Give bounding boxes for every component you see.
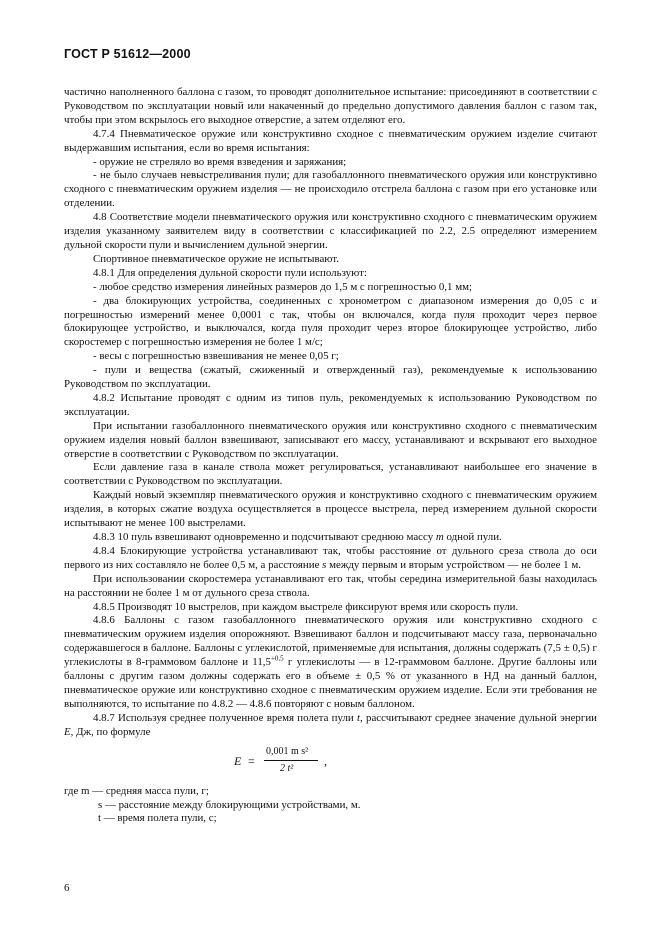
paragraph: 4.8.1 Для определения дульной скорости пули используют: <box>93 266 367 279</box>
document-header: ГОСТ Р 51612—2000 <box>64 47 191 61</box>
variable: E <box>64 725 71 738</box>
list-item: - оружие не стреляло во время взведения и заряжания; <box>93 155 347 168</box>
definition-item: t — время полета пули, с; <box>98 812 217 825</box>
paragraph <box>64 614 597 711</box>
text-span: 4.8.4 Блокирующие устройства устанавливают так, чтобы расстояние от дульного среза ствола до оси первого из них составляло не более 0,5 м, а расстояние <box>64 544 597 571</box>
fraction-bar <box>264 760 318 761</box>
formula-equals: = <box>248 753 255 768</box>
paragraph: При использовании скоростемера устанавливают его так, чтобы середина измерительной базы находилась на расстоянии не более 1 м от дульного среза ствола. <box>64 572 597 599</box>
text-span: г углекислоты — в 12-граммовом баллоне. Другие баллоны или баллоны с другим газом должны содержать его в объеме ± 0,5 % от указанного в НД на данный баллон, пневматическое оружие или конструктивно сходное с пневматическим оружием изделие. Если эти требования не выполняются, то испытание по 4.8.2 — 4.8.6 повторяют с новым баллоном. <box>64 656 597 710</box>
text-span: 4.8.3 10 пуль взвешивают одновременно и подсчитывают среднюю массу <box>93 531 436 543</box>
formula-denominator: 2 t² <box>280 762 294 774</box>
list-item: - не было случаев невыстреливания пули; для газобаллонного пневматического оружия или конструктивно сходного с пневматическим оружием изделия — не происходило отстрела баллона с газом при его установке или отделении. <box>64 169 597 210</box>
text-span: 4.8.7 Используя среднее полученное время полета пули <box>93 711 357 724</box>
formula-comma: , <box>324 753 327 768</box>
text-span: одной пули. <box>443 531 502 543</box>
variable: s <box>322 558 327 571</box>
paragraph: Каждый новый экземпляр пневматического оружия и конструктивно сходного с пневматическим оружием изделия, в которых сжатие воздуха осуществляется в процессе выстрела, перед измерением дульной скорости испытывают не менее 100 выстрелами. <box>64 489 597 530</box>
definition-item: s — расстояние между блокирующими устройствами, м. <box>98 798 361 811</box>
paragraph: 4.8.5 Производят 10 выстрелов, при каждом выстреле фиксируют время или скорость пули. <box>93 600 519 613</box>
energy-formula <box>64 743 597 781</box>
formula-lhs: E <box>234 753 242 768</box>
paragraph: При испытании газобаллонного пневматического оружия или конструктивно сходного с пневматическим оружием изделия новый баллон взвешивают, записывают его массу, устанавливают и вскрывают его выходное отверстие в соответствии с Руководством по эксплуатации. <box>64 419 597 460</box>
text-span: между первым и вторым устройством — не более 1 м. <box>326 558 581 571</box>
text-span: 4.8.6 Баллоны с газом газобаллонного пневматического оружия или конструктивно сходного с пневматическим оружием изделия опорожняют. Взвешивают баллон и подсчитывают массу газа, первоначально содержавшегося в баллоне. Баллоны с углекислотой, применяемые для испытания, должны содержать (7,5 ± 0,5) г углекислоты в 8-граммовом баллоне и 11,5 <box>64 614 597 669</box>
paragraph: Если давление газа в канале ствола может регулироваться, устанавливают наибольшее его значение в соответствии с Руководством по эксплуатации. <box>64 461 597 488</box>
list-item: - два блокирующих устройства, соединенных с хронометром с диапазоном измерения до 0,05 с и погрешностью измерений менее 0,0001 с так, чтобы он включался, когда пуля проходит через первое блокирующее устройство, и выключался, когда пуля проходит через второе блокирующее устройство, либо скоростемер с погрешностью измерения не более 1 м/с; <box>64 294 597 349</box>
variable: t <box>357 711 361 724</box>
paragraph <box>64 712 597 740</box>
superscript: +0,5 <box>270 654 284 663</box>
document-body <box>64 86 597 826</box>
formula-numerator: 0,001 m s² <box>266 745 309 757</box>
paragraph: 4.8 Соответствие модели пневматического оружия или конструктивно сходного с пневматическим оружием изделия указанному заявителем виду в соответствии с классификацией по 2.2, 2.5 определяют измерением дульной скорости пули и вычислением дульной энергии. <box>64 211 597 251</box>
paragraph: Спортивное пневматическое оружие не испытывают. <box>93 252 339 265</box>
paragraph: 4.8.2 Испытание проводят с одним из типов пуль, рекомендуемых к использованию Руководством по эксплуатации. <box>64 391 597 418</box>
text-span: , Дж, по формуле <box>70 725 151 738</box>
text-span: , рассчитывают среднее значение дульной энергии <box>360 711 598 724</box>
paragraph: частично наполненного баллона с газом, то проводят дополнительное испытание: присоединяют в соответствии с Руководством по эксплуатации новый или накаченный до предельно допустимого давления баллон с газом так, чтобы при этом вскрылось его выходное отверстие, а затем отделяют его. <box>64 86 597 126</box>
page-number: 6 <box>64 882 70 894</box>
paragraph <box>64 545 597 573</box>
variable: m <box>435 531 444 543</box>
paragraph: 4.7.4 Пневматическое оружие или конструктивно сходное с пневматическим оружием изделие считают выдержавшим испытания, если во время испытания: <box>64 127 597 154</box>
definition-item: где m — средняя масса пули, г; <box>64 784 209 797</box>
list-item: - пули и вещества (сжатый, сжиженный и отвержденный газ), рекомендуемые к использованию Руководством по эксплуатации. <box>64 364 597 391</box>
list-item: - любое средство измерения линейных размеров до 1,5 м с погрешностью 0,1 мм; <box>93 280 473 293</box>
paragraph <box>64 531 597 545</box>
list-item: - весы с погрешностью взвешивания не менее 0,05 г; <box>93 350 339 363</box>
definitions-list <box>64 785 597 827</box>
